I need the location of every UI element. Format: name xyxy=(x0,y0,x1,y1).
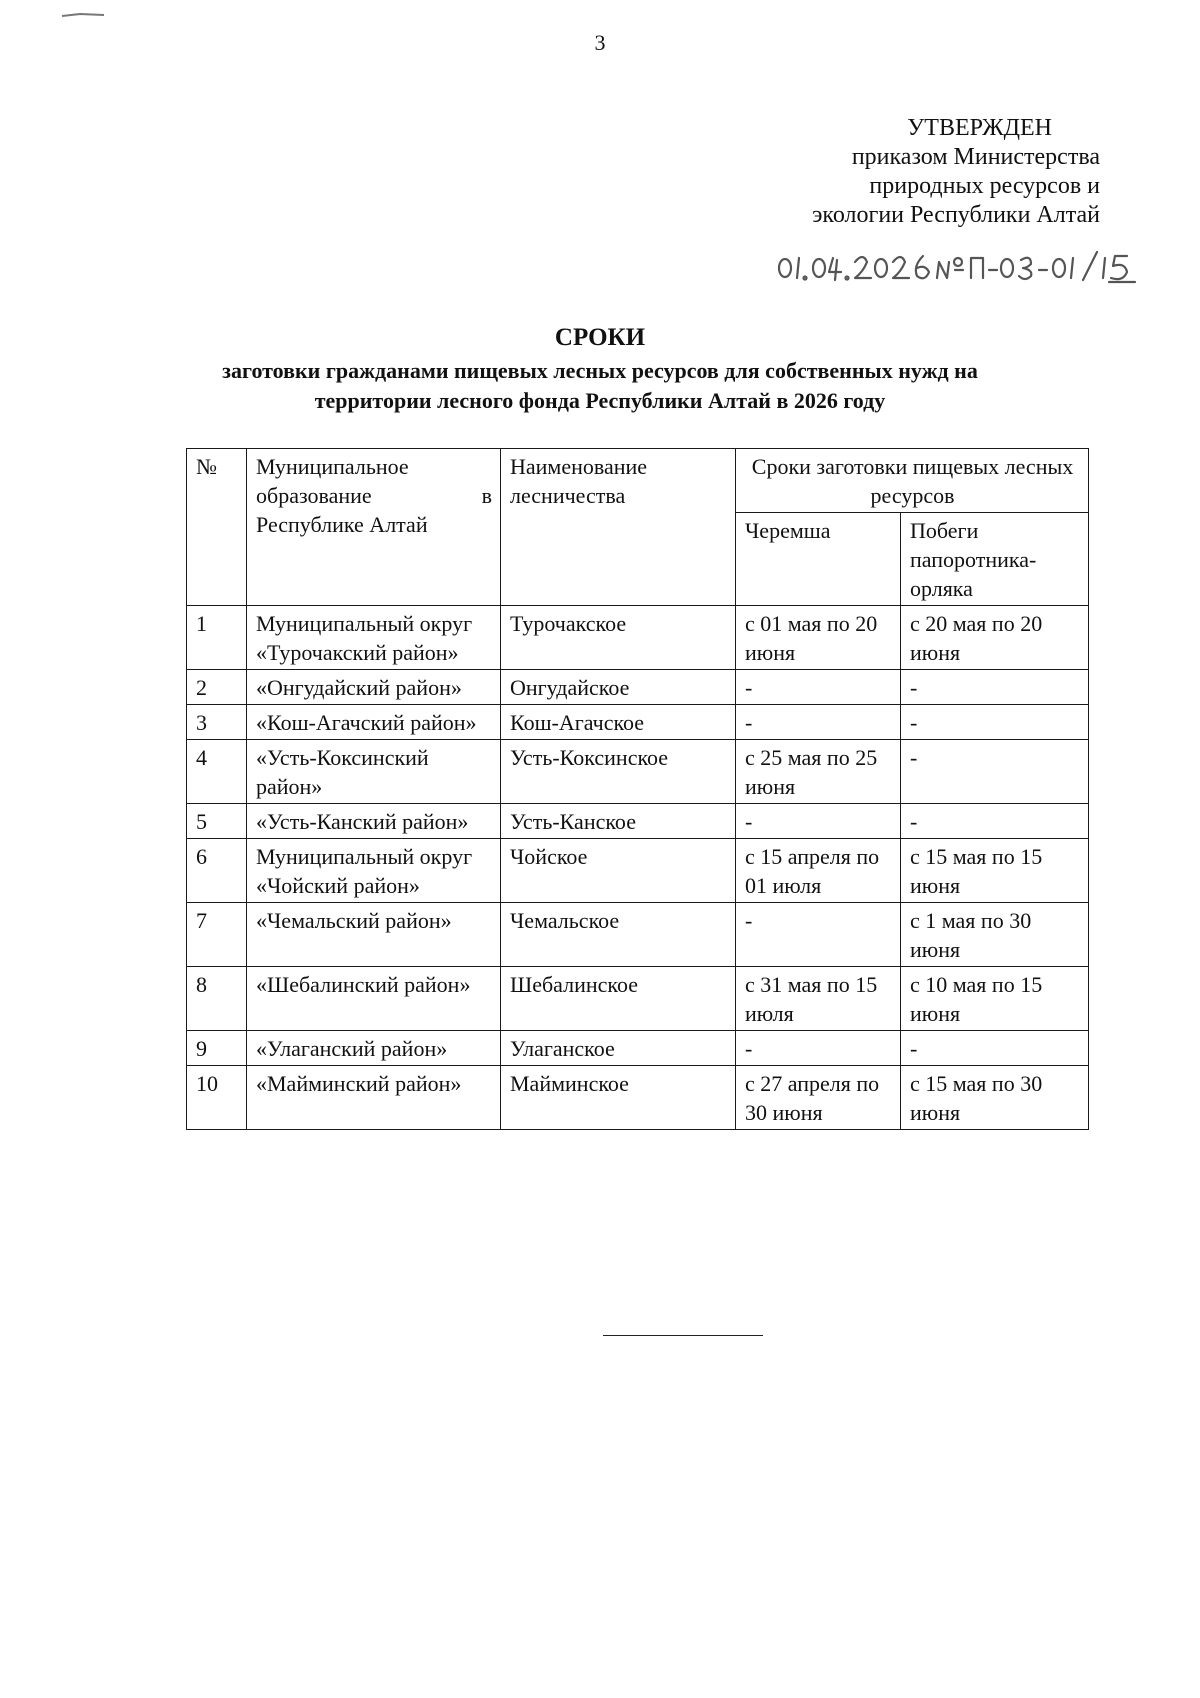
table-row xyxy=(187,903,1089,967)
header-municipality xyxy=(247,449,501,606)
document-title: СРОКИ xyxy=(554,324,646,351)
row-fern-period: - xyxy=(901,740,1089,804)
row-forestry: Чойское xyxy=(501,839,736,903)
row-forestry: Шебалинское xyxy=(501,967,736,1031)
row-fern-period: с 15 мая по 15 июня xyxy=(901,839,1089,903)
row-cheremsha-period: - xyxy=(736,1031,901,1066)
document-subtitle: заготовки гражданами пищевых лесных ресурсов для собственных нужд на территории лесного фонда Республики Алтай в 2026 году xyxy=(222,358,978,413)
header-forestry: Наименование лесничества xyxy=(501,449,736,606)
row-number: 2 xyxy=(187,670,247,705)
table-row xyxy=(187,670,1089,705)
row-fern-period: - xyxy=(901,670,1089,705)
header-municipality-word: образование xyxy=(256,483,372,508)
row-fern-period: - xyxy=(901,705,1089,740)
row-cheremsha-period: - xyxy=(736,903,901,967)
header-municipality-line: Муниципальное xyxy=(256,454,409,479)
row-number: 6 xyxy=(187,839,247,903)
footer-rule xyxy=(603,1335,763,1336)
row-fern-period: с 10 мая по 15 июня xyxy=(901,967,1089,1031)
approval-title: УТВЕРЖДЕН xyxy=(907,115,1052,141)
row-municipality: «Улаганский район» xyxy=(247,1031,501,1066)
header-municipality-line: Республике Алтай xyxy=(256,512,428,537)
row-fern-period: - xyxy=(901,1031,1089,1066)
table-header-row xyxy=(187,449,1089,513)
row-fern-period: - xyxy=(901,804,1089,839)
row-forestry: Усть-Канское xyxy=(501,804,736,839)
approval-line: природных ресурсов и xyxy=(869,173,1100,199)
approval-line: экологии Республики Алтай xyxy=(812,202,1100,228)
handwritten-date-signature xyxy=(775,238,1155,288)
row-number: 9 xyxy=(187,1031,247,1066)
row-number: 4 xyxy=(187,740,247,804)
row-cheremsha-period: с 25 мая по 25 июня xyxy=(736,740,901,804)
row-cheremsha-period: с 31 мая по 15 июля xyxy=(736,967,901,1031)
row-number: 7 xyxy=(187,903,247,967)
row-cheremsha-period: - xyxy=(736,804,901,839)
row-number: 1 xyxy=(187,606,247,670)
table-row xyxy=(187,606,1089,670)
table-row xyxy=(187,967,1089,1031)
row-cheremsha-period: с 01 мая по 20 июня xyxy=(736,606,901,670)
row-municipality: «Майминский район» xyxy=(247,1066,501,1130)
header-municipality-word: в xyxy=(481,483,492,508)
row-forestry: Кош-Агачское xyxy=(501,705,736,740)
harvest-schedule-table xyxy=(186,448,1089,1130)
row-cheremsha-period: - xyxy=(736,705,901,740)
row-fern-period: с 20 мая по 20 июня xyxy=(901,606,1089,670)
row-forestry: Усть-Коксинское xyxy=(501,740,736,804)
row-municipality: «Шебалинский район» xyxy=(247,967,501,1031)
row-municipality: «Усть-Канский район» xyxy=(247,804,501,839)
row-forestry: Майминское xyxy=(501,1066,736,1130)
table-row xyxy=(187,705,1089,740)
header-period: Сроки заготовки пищевых лесных ресурсов xyxy=(736,449,1089,513)
row-forestry: Чемальское xyxy=(501,903,736,967)
header-number: № xyxy=(187,449,247,606)
table-row xyxy=(187,804,1089,839)
row-municipality: Муниципальный округ «Турочакский район» xyxy=(247,606,501,670)
document-title-block xyxy=(0,322,1200,416)
row-fern-period: с 1 мая по 30 июня xyxy=(901,903,1089,967)
approval-stamp xyxy=(680,114,1100,230)
header-fern: Побеги папоротника-орляка xyxy=(901,513,1089,606)
table-row xyxy=(187,839,1089,903)
header-cheremsha: Черемша xyxy=(736,513,901,606)
row-cheremsha-period: с 15 апреля по 01 июля xyxy=(736,839,901,903)
row-fern-period: с 15 мая по 30 июня xyxy=(901,1066,1089,1130)
row-municipality: Муниципальный округ «Чойский район» xyxy=(247,839,501,903)
row-municipality: «Усть-Коксинский район» xyxy=(247,740,501,804)
row-cheremsha-period: - xyxy=(736,670,901,705)
row-municipality: «Кош-Агачский район» xyxy=(247,705,501,740)
header-municipality-line xyxy=(256,481,492,510)
table-row xyxy=(187,1066,1089,1130)
table-row xyxy=(187,740,1089,804)
approval-line: приказом Министерства xyxy=(851,144,1100,170)
row-cheremsha-period: с 27 апреля по 30 июня xyxy=(736,1066,901,1130)
row-number: 8 xyxy=(187,967,247,1031)
scan-mark xyxy=(60,13,105,19)
page-number: 3 xyxy=(594,30,606,55)
row-forestry: Улаганское xyxy=(501,1031,736,1066)
row-forestry: Турочакское xyxy=(501,606,736,670)
row-number: 10 xyxy=(187,1066,247,1130)
row-municipality: «Чемальский район» xyxy=(247,903,501,967)
row-forestry: Онгудайское xyxy=(501,670,736,705)
row-number: 5 xyxy=(187,804,247,839)
row-number: 3 xyxy=(187,705,247,740)
table-row xyxy=(187,1031,1089,1066)
row-municipality: «Онгудайский район» xyxy=(247,670,501,705)
